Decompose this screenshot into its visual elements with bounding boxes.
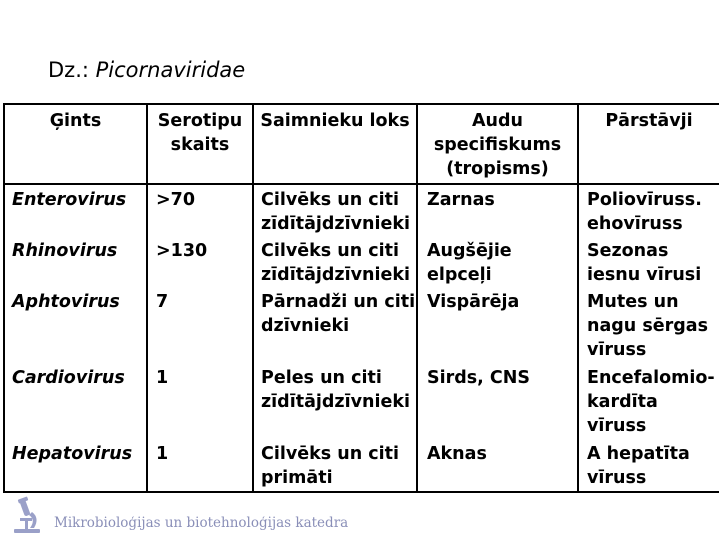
host-cell: Pārnadži un citi dzīvnieki	[261, 292, 416, 336]
serotype-cell: 1	[156, 444, 169, 464]
tropism-cell: Vispārēja	[427, 292, 520, 312]
slide-title	[48, 58, 245, 82]
genus-cell: Hepatovirus	[12, 444, 133, 464]
tropism-cell: Zarnas	[427, 190, 495, 210]
column-divider	[252, 105, 254, 491]
title-family: Picornaviridae	[95, 58, 246, 82]
host-cell: Peles un citi zīdītājdzīvnieki	[261, 368, 410, 412]
footer-department: Mikrobioloģijas un biotehnoloģijas katedra	[54, 515, 349, 531]
serotype-cell: >70	[156, 190, 196, 210]
representative-cell: Sezonas iesnu vīrusi	[587, 241, 702, 285]
header-cell: Saimnieku loks	[260, 111, 410, 131]
host-cell: Cilvēks un citi zīdītājdzīvnieki	[261, 241, 410, 285]
genus-cell: Rhinovirus	[12, 241, 118, 261]
genus-cell: Enterovirus	[12, 190, 127, 210]
header-cell: Ģints	[49, 111, 102, 131]
genus-cell: Cardiovirus	[12, 368, 125, 388]
tropism-cell: Augšējie elpceļi	[427, 241, 512, 285]
header-cell: Audu specifiskums (tropisms)	[433, 111, 562, 179]
header-cell: Serotipu skaits	[157, 111, 243, 155]
serotype-cell: >130	[156, 241, 208, 261]
slide-footer	[8, 496, 408, 536]
microscope-icon	[8, 496, 46, 536]
representative-cell: Mutes un nagu sērgas vīruss	[587, 292, 709, 360]
host-cell: Cilvēks un citi zīdītājdzīvnieki	[261, 190, 410, 234]
representative-cell: A hepatīta vīruss	[587, 444, 690, 488]
virus-table	[3, 103, 719, 493]
serotype-cell: 1	[156, 368, 169, 388]
host-cell: Cilvēks un citi primāti	[261, 444, 400, 488]
tropism-cell: Aknas	[427, 444, 487, 464]
title-prefix: Dz.:	[48, 58, 89, 82]
header-divider	[5, 183, 719, 185]
column-divider	[577, 105, 579, 491]
column-divider	[146, 105, 148, 491]
tropism-cell: Sirds, CNS	[427, 368, 531, 388]
representative-cell: Encefalomio- kardīta vīruss	[587, 368, 715, 436]
representative-cell: Poliovīruss. ehovīruss	[587, 190, 702, 234]
serotype-cell: 7	[156, 292, 169, 312]
header-cell: Pārstāvji	[605, 111, 693, 131]
genus-cell: Aphtovirus	[12, 292, 120, 312]
